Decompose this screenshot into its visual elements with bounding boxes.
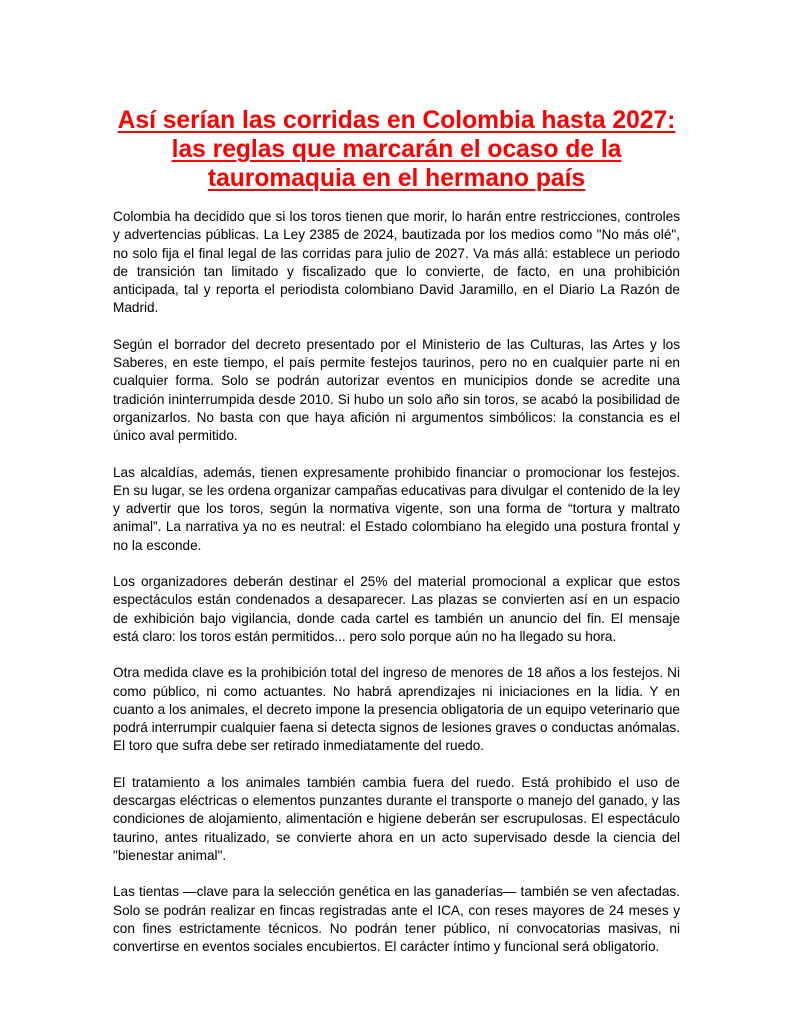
- article-paragraph-7: Las tientas —clave para la selección genética en las ganaderías— también se ven afectadas. Solo se podrán realizar en fincas registradas ante el ICA, con reses mayores de 24 meses y con fines estrictamente técnicos. No podrán tener público, ni convocatorias masivas, ni convertirse en eventos sociales encubiertos. El carácter íntimo y funcional será obligatorio.: [113, 884, 680, 955]
- article-paragraph-1: Colombia ha decidido que si los toros tienen que morir, lo harán entre restricciones, controles y advertencias públicas. La Ley 2385 de 2024, bautizada por los medios como "No más olé", no solo fija el final legal de las corridas para julio de 2027. Va más allá: establece un periodo de transición tan limitado y fiscalizado que lo convierte, de facto, en una prohibición anticipada, tal y reporta el periodista colombiano David Jaramillo, en el Diario La Razón de Madrid.: [113, 209, 680, 316]
- article-paragraph-2: Según el borrador del decreto presentado por el Ministerio de las Culturas, las Artes y los Saberes, en este tiempo, el país permite festejos taurinos, pero no en cualquier parte ni en cualquier forma. Solo se podrán autorizar eventos en municipios donde se acredite una tradición ininterrumpida desde 2010. Si hubo un solo año sin toros, se acabó la posibilidad de organizarlos. No basta con que haya afición ni argumentos simbólicos: la constancia es el único aval permitido.: [113, 336, 680, 444]
- article-paragraph-6: El tratamiento a los animales también cambia fuera del ruedo. Está prohibido el uso de descargas eléctricas o elementos punzantes durante el transporte o manejo del ganado, y las condiciones de alojamiento, alimentación e higiene deberán ser escrupulosas. El espectáculo taurino, antes ritualizado, se convierte ahora en un acto supervisado desde la ciencia del "bienestar animal".: [113, 774, 680, 863]
- document-page: [113, 106, 680, 974]
- article-paragraph-4: Los organizadores deberán destinar el 25% del material promocional a explicar que estos espectáculos están condenados a desaparecer. Las plazas se convierten así en un espacio de exhibición bajo vigilancia, donde cada cartel es también un anuncio del fin. El mensaje está claro: los toros están permitidos... pero solo porque aún no ha llegado su hora.: [113, 574, 680, 644]
- article-paragraph-3: Las alcaldías, además, tienen expresamente prohibido financiar o promocionar los festejos. En su lugar, se les ordena organizar campañas educativas para divulgar el contenido de la ley y advertir que los toros, según la normativa vigente, son una forma de “tortura y maltrato animal”. La narrativa ya no es neutral: el Estado colombiano ha elegido una postura frontal y no la esconde.: [113, 464, 680, 553]
- article-paragraph-5: Otra medida clave es la prohibición total del ingreso de menores de 18 años a los festejos. Ni como público, ni como actuantes. No habrá aprendizajes ni iniciaciones en la lidia. Y en cuanto a los animales, el decreto impone la presencia obligatoria de un equipo veterinario que podrá interrumpir cualquier faena si detecta signos de lesiones graves o conductas anómalas. El toro que sufra debe ser retirado inmediatamente del ruedo.: [113, 665, 680, 754]
- article-title: Así serían las corridas en Colombia hasta 2027: las reglas que marcarán el ocaso de la tauromaquia en el hermano país: [117, 107, 676, 192]
